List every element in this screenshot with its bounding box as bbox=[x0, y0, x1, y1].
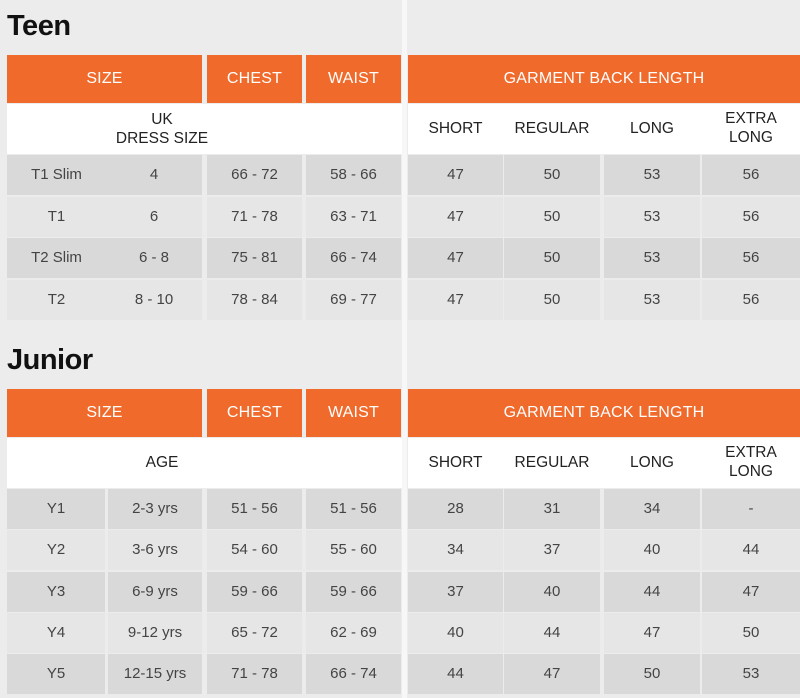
teen-table-cell: 47 bbox=[408, 197, 503, 237]
teen-table-cell: 53 bbox=[604, 155, 700, 195]
teen-table-cell: 63 - 71 bbox=[306, 197, 401, 237]
teen-table-cell: 6 - 8 bbox=[138, 249, 169, 266]
junior-table-cell: Y3 bbox=[7, 572, 105, 612]
junior-table-cell: 40 bbox=[504, 572, 600, 612]
junior-table-cell: 47 bbox=[702, 572, 800, 612]
teen-header-chest: CHEST bbox=[207, 55, 302, 103]
junior-table-cell: 66 - 74 bbox=[306, 654, 401, 694]
teen-table-cell: 50 bbox=[504, 238, 600, 278]
junior-table-cell: 54 - 60 bbox=[207, 530, 302, 570]
junior-table-cell: 65 - 72 bbox=[207, 613, 302, 653]
column-divider bbox=[402, 0, 407, 698]
junior-size-table bbox=[0, 336, 800, 698]
teen-table-cell: 71 - 78 bbox=[207, 197, 302, 237]
junior-table-cell: 59 - 66 bbox=[306, 572, 401, 612]
junior-table-cell: 3-6 yrs bbox=[108, 530, 202, 570]
teen-table-cell: 78 - 84 bbox=[207, 280, 302, 320]
teen-table-cell: 53 bbox=[604, 280, 700, 320]
junior-header-waist: WAIST bbox=[306, 389, 401, 437]
junior-table-cell: - bbox=[702, 489, 800, 529]
junior-table-cell: Y1 bbox=[7, 489, 105, 529]
junior-table-cell: 50 bbox=[604, 654, 700, 694]
teen-title: Teen bbox=[7, 10, 71, 42]
junior-table-cell: 34 bbox=[408, 530, 503, 570]
teen-sub-regular: REGULAR bbox=[514, 119, 590, 137]
teen-table-cell: T1 bbox=[47, 207, 66, 225]
teen-table-cell: 53 bbox=[604, 197, 700, 237]
teen-table-cell: T1 Slim bbox=[31, 166, 82, 183]
junior-sub-age: AGE bbox=[145, 454, 179, 471]
teen-sub-short: SHORT bbox=[428, 119, 483, 137]
junior-sub-regular: REGULAR bbox=[514, 453, 590, 471]
junior-sub-long: LONG bbox=[630, 453, 674, 471]
teen-table-cell: 56 bbox=[702, 197, 800, 237]
junior-table-cell: 44 bbox=[408, 654, 503, 694]
teen-size-table bbox=[0, 0, 800, 322]
junior-table-cell: 50 bbox=[702, 613, 800, 653]
junior-subheader-left bbox=[7, 438, 403, 488]
junior-table-cell: 2-3 yrs bbox=[108, 489, 202, 529]
junior-table-cell: 40 bbox=[604, 530, 700, 570]
junior-table-cell: Y2 bbox=[7, 530, 105, 570]
junior-sub-short: SHORT bbox=[428, 453, 483, 471]
teen-table-cell: 56 bbox=[702, 238, 800, 278]
teen-table-cell: 50 bbox=[504, 280, 600, 320]
teen-table-cell: 50 bbox=[504, 197, 600, 237]
teen-header-waist: WAIST bbox=[306, 55, 401, 103]
teen-table-cell: 47 bbox=[408, 155, 503, 195]
teen-header-size: SIZE bbox=[7, 55, 202, 103]
teen-header-garment-length: GARMENT BACK LENGTH bbox=[408, 55, 800, 103]
junior-table-cell: 31 bbox=[504, 489, 600, 529]
junior-table-cell: 40 bbox=[408, 613, 503, 653]
junior-header-size: SIZE bbox=[7, 389, 202, 437]
teen-table-cell: T2 Slim bbox=[31, 249, 82, 266]
junior-table-cell: 59 - 66 bbox=[207, 572, 302, 612]
teen-table-cell: 56 bbox=[702, 155, 800, 195]
junior-table-cell: 53 bbox=[702, 654, 800, 694]
junior-table-cell: 37 bbox=[408, 572, 503, 612]
teen-table-cell: 66 - 72 bbox=[207, 155, 302, 195]
junior-title: Junior bbox=[7, 344, 93, 376]
junior-table-cell: 47 bbox=[604, 613, 700, 653]
junior-table-cell: 44 bbox=[504, 613, 600, 653]
teen-sub-long: LONG bbox=[630, 119, 674, 137]
junior-table-cell: 55 - 60 bbox=[306, 530, 401, 570]
teen-table-cell: 6 bbox=[149, 207, 159, 225]
teen-sub-extra: EXTRA bbox=[725, 110, 777, 128]
teen-table-cell: 47 bbox=[408, 238, 503, 278]
junior-table-cell: Y4 bbox=[7, 613, 105, 653]
junior-header-chest: CHEST bbox=[207, 389, 302, 437]
junior-table-cell: 34 bbox=[604, 489, 700, 529]
teen-sub-dress-size: DRESS SIZE bbox=[115, 130, 209, 148]
teen-sub-extra-long bbox=[702, 104, 800, 154]
junior-table-cell: 12-15 yrs bbox=[108, 654, 202, 694]
teen-sub-uk: UK bbox=[151, 111, 173, 128]
teen-table-cell: 53 bbox=[604, 238, 700, 278]
teen-subheader-uk-dress-size bbox=[107, 110, 217, 149]
teen-table-cell: T2 bbox=[47, 290, 66, 308]
junior-table-cell: 37 bbox=[504, 530, 600, 570]
teen-table-cell: 75 - 81 bbox=[207, 238, 302, 278]
teen-table-cell: 66 - 74 bbox=[306, 238, 401, 278]
junior-table-cell: 71 - 78 bbox=[207, 654, 302, 694]
junior-sub-extra-long bbox=[702, 438, 800, 488]
junior-table-cell: 51 - 56 bbox=[306, 489, 401, 529]
teen-table-cell: 50 bbox=[504, 155, 600, 195]
junior-table-cell: 47 bbox=[504, 654, 600, 694]
teen-table-cell: 69 - 77 bbox=[306, 280, 401, 320]
junior-header-garment-length: GARMENT BACK LENGTH bbox=[408, 389, 800, 437]
junior-table-cell: 51 - 56 bbox=[207, 489, 302, 529]
junior-table-cell: Y5 bbox=[7, 654, 105, 694]
teen-table-cell: 47 bbox=[408, 280, 503, 320]
junior-table-cell: 44 bbox=[604, 572, 700, 612]
junior-table-cell: 9-12 yrs bbox=[108, 613, 202, 653]
junior-table-cell: 62 - 69 bbox=[306, 613, 401, 653]
teen-sub-extra-long-2: LONG bbox=[729, 129, 773, 146]
junior-table-cell: 44 bbox=[702, 530, 800, 570]
teen-table-cell: 58 - 66 bbox=[306, 155, 401, 195]
teen-table-cell: 56 bbox=[702, 280, 800, 320]
teen-table-cell: 4 bbox=[149, 166, 159, 183]
junior-sub-extra: EXTRA bbox=[725, 444, 777, 462]
junior-table-cell: 6-9 yrs bbox=[108, 572, 202, 612]
teen-subheader-left bbox=[7, 104, 403, 154]
junior-sub-extra-long-2: LONG bbox=[729, 463, 773, 480]
junior-table-cell: 28 bbox=[408, 489, 503, 529]
teen-table-cell: 8 - 10 bbox=[134, 290, 174, 308]
